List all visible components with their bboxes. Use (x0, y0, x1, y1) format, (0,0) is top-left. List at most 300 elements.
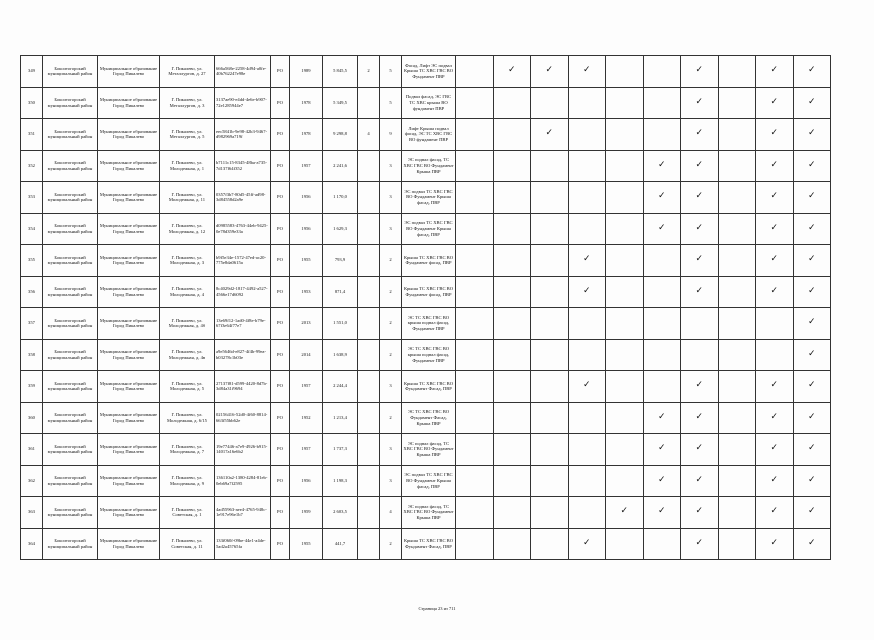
address-cell: Г. Пикалево, ул. Молодежная, д. 7 (160, 434, 215, 466)
work-check-cell (643, 182, 681, 214)
works-list-cell: ЭС подвал фасад, ТС ХВС ГВС ВО Фундамент Крыша ПВР (402, 434, 456, 466)
row-number: 362 (21, 465, 43, 497)
check-mark-icon: ✓ (695, 443, 704, 454)
floors-cell: 3 (380, 465, 402, 497)
floors-cell: 2 (380, 308, 402, 340)
build-year-cell: 1957 (290, 434, 323, 466)
work-check-cell (531, 371, 569, 403)
work-check-cell (606, 276, 644, 308)
work-check-cell (718, 402, 756, 434)
row-number: 352 (21, 150, 43, 182)
work-check-cell (643, 150, 681, 182)
work-check-cell (493, 497, 531, 529)
floors-cell: 9 (380, 119, 402, 151)
house-code-cell: 666a568e-2258-4d94-a0fe-40b762247e98e (215, 56, 271, 88)
address-cell: Г. Пикалево, ул. Молодежная, д. 4в (160, 339, 215, 371)
row-number: 360 (21, 402, 43, 434)
work-check-cell (456, 339, 494, 371)
lift-count-cell: 4 (358, 119, 380, 151)
work-check-cell (568, 276, 606, 308)
work-check-cell (606, 119, 644, 151)
work-check-cell (531, 434, 569, 466)
check-mark-icon: ✓ (657, 222, 666, 233)
check-mark-icon: ✓ (770, 65, 779, 76)
work-check-cell (718, 56, 756, 88)
table-row (21, 497, 831, 529)
work-check-cell (718, 245, 756, 277)
work-check-cell (793, 213, 831, 245)
check-mark-icon: ✓ (807, 380, 816, 391)
check-mark-icon: ✓ (807, 159, 816, 170)
work-check-cell (681, 339, 719, 371)
fund-form-cell: РО (271, 497, 290, 529)
check-mark-icon: ✓ (770, 474, 779, 485)
lift-count-cell (358, 339, 380, 371)
work-check-cell (531, 150, 569, 182)
build-year-cell: 1978 (290, 119, 323, 151)
district-cell: Бокситогорский муниципальный район (43, 528, 98, 560)
work-check-cell (793, 308, 831, 340)
district-cell: Бокситогорский муниципальный район (43, 87, 98, 119)
works-list-cell: ЭС подвал ТС ХВС ГВС ВО Фундамент Крыша фасад, ПВР (402, 465, 456, 497)
check-mark-icon: ✓ (657, 191, 666, 202)
work-check-cell (793, 245, 831, 277)
work-check-cell (493, 276, 531, 308)
work-check-cell (756, 245, 794, 277)
work-check-cell (643, 402, 681, 434)
build-year-cell: 1956 (290, 213, 323, 245)
work-check-cell (756, 434, 794, 466)
work-check-cell (568, 213, 606, 245)
fund-form-cell: РО (271, 528, 290, 560)
municipality-cell: Муниципальное образование Город Пикалево (98, 465, 160, 497)
district-cell: Бокситогорский муниципальный район (43, 308, 98, 340)
work-check-cell (568, 497, 606, 529)
fund-form-cell: РО (271, 339, 290, 371)
housing-register-table (20, 55, 831, 560)
work-check-cell (793, 276, 831, 308)
check-mark-icon: ✓ (695, 191, 704, 202)
address-cell: Г. Пикалево, ул. Металлургов, д. 27 (160, 56, 215, 88)
work-check-cell (606, 402, 644, 434)
work-check-cell (643, 308, 681, 340)
works-list-cell: ЭС подвал фасад, ТС ХВС ГВС ВО Фундамент Крыша ПВР (402, 497, 456, 529)
work-check-cell (493, 150, 531, 182)
district-cell: Бокситогорский муниципальный район (43, 339, 98, 371)
check-mark-icon: ✓ (582, 380, 591, 391)
work-check-cell (681, 402, 719, 434)
work-check-cell (718, 276, 756, 308)
check-mark-icon: ✓ (807, 317, 816, 328)
work-check-cell (606, 213, 644, 245)
check-mark-icon: ✓ (582, 285, 591, 296)
work-check-cell (456, 182, 494, 214)
work-check-cell (681, 308, 719, 340)
table-row (21, 434, 831, 466)
work-check-cell (793, 497, 831, 529)
work-check-cell (568, 371, 606, 403)
work-check-cell (568, 308, 606, 340)
lift-count-cell (358, 434, 380, 466)
work-check-cell (793, 465, 831, 497)
table-body (21, 56, 831, 560)
work-check-cell (606, 308, 644, 340)
check-mark-icon: ✓ (695, 537, 704, 548)
works-list-cell: ЭС ТС ХВС ГВС ВО крыша подвал фасад, Фундамент ПВР (402, 339, 456, 371)
check-mark-icon: ✓ (807, 506, 816, 517)
work-check-cell (756, 465, 794, 497)
work-check-cell (643, 434, 681, 466)
house-code-cell: 27137f81-d599-4420-8d7b-3d84a31f9694 (215, 371, 271, 403)
floors-cell: 5 (380, 56, 402, 88)
work-check-cell (606, 87, 644, 119)
work-check-cell (643, 497, 681, 529)
area-cell: 2 241,6 (323, 150, 358, 182)
check-mark-icon: ✓ (657, 411, 666, 422)
work-check-cell (531, 276, 569, 308)
work-check-cell (756, 150, 794, 182)
house-code-cell: 02156416-52d0-4f60-8814-663f55bb62e (215, 402, 271, 434)
lift-count-cell (358, 87, 380, 119)
area-cell: 441,7 (323, 528, 358, 560)
row-number: 350 (21, 87, 43, 119)
build-year-cell: 1956 (290, 465, 323, 497)
address-cell: Г. Пикалево, ул. Молодежная, д. 1 (160, 150, 215, 182)
work-check-cell (681, 434, 719, 466)
work-check-cell (493, 339, 531, 371)
district-cell: Бокситогорский муниципальный район (43, 434, 98, 466)
work-check-cell (456, 528, 494, 560)
work-check-cell (493, 119, 531, 151)
work-check-cell (681, 213, 719, 245)
check-mark-icon: ✓ (545, 65, 554, 76)
row-number: 353 (21, 182, 43, 214)
house-code-cell: 13e69f12-1ad0-4f8e-b79e-67f3e64f77e7 (215, 308, 271, 340)
lift-count-cell (358, 182, 380, 214)
area-cell: 5 349,5 (323, 87, 358, 119)
row-number: 364 (21, 528, 43, 560)
work-check-cell (681, 182, 719, 214)
work-check-cell (756, 528, 794, 560)
fund-form-cell: РО (271, 182, 290, 214)
work-check-cell (793, 402, 831, 434)
table-row (21, 465, 831, 497)
floors-cell: 2 (380, 402, 402, 434)
works-list-cell: Крыша ТС ХВС ГВС ВО Фундамент Фасад, ПВР (402, 528, 456, 560)
work-check-cell (718, 497, 756, 529)
work-check-cell (681, 465, 719, 497)
row-number: 358 (21, 339, 43, 371)
work-check-cell (681, 119, 719, 151)
check-mark-icon: ✓ (770, 191, 779, 202)
check-mark-icon: ✓ (507, 65, 516, 76)
work-check-cell (793, 150, 831, 182)
municipality-cell: Муниципальное образование Город Пикалево (98, 339, 160, 371)
table-row (21, 119, 831, 151)
work-check-cell (493, 528, 531, 560)
work-check-cell (681, 245, 719, 277)
work-check-cell (531, 528, 569, 560)
check-mark-icon: ✓ (807, 443, 816, 454)
work-check-cell (718, 371, 756, 403)
check-mark-icon: ✓ (770, 285, 779, 296)
district-cell: Бокситогорский муниципальный район (43, 182, 98, 214)
works-list-cell: ЭС подвал ТС ХВС ГВС ВО Фундамент Крыша фасад, ПВР (402, 182, 456, 214)
work-check-cell (793, 182, 831, 214)
check-mark-icon: ✓ (695, 222, 704, 233)
check-mark-icon: ✓ (807, 65, 816, 76)
work-check-cell (531, 339, 569, 371)
work-check-cell (718, 308, 756, 340)
work-check-cell (793, 434, 831, 466)
work-check-cell (606, 465, 644, 497)
check-mark-icon: ✓ (807, 191, 816, 202)
work-check-cell (568, 182, 606, 214)
fund-form-cell: РО (271, 465, 290, 497)
house-code-cell: 136110a2-1380-4284-81eb-0eb69a7f2595 (215, 465, 271, 497)
row-number: 356 (21, 276, 43, 308)
area-cell: 1 629,3 (323, 213, 358, 245)
work-check-cell (718, 434, 756, 466)
district-cell: Бокситогорский муниципальный район (43, 402, 98, 434)
work-check-cell (493, 434, 531, 466)
lift-count-cell (358, 245, 380, 277)
build-year-cell: 1978 (290, 87, 323, 119)
house-code-cell: 8c4029d2-1817-4492-a527-4566e17d6092 (215, 276, 271, 308)
address-cell: Г. Пикалево, ул. Металлургов, д. 5 (160, 119, 215, 151)
work-check-cell (493, 56, 531, 88)
area-cell: 2 603,5 (323, 497, 358, 529)
address-cell: Г. Пикалево, ул. Молодежная, д. 9 (160, 465, 215, 497)
check-mark-icon: ✓ (770, 128, 779, 139)
check-mark-icon: ✓ (770, 159, 779, 170)
work-check-cell (606, 56, 644, 88)
check-mark-icon: ✓ (770, 380, 779, 391)
check-mark-icon: ✓ (770, 443, 779, 454)
fund-form-cell: РО (271, 308, 290, 340)
work-check-cell (456, 308, 494, 340)
lift-count-cell: 2 (358, 56, 380, 88)
area-cell: 9 298,8 (323, 119, 358, 151)
work-check-cell (681, 528, 719, 560)
check-mark-icon: ✓ (770, 506, 779, 517)
district-cell: Бокситогорский муниципальный район (43, 245, 98, 277)
house-code-cell: a9e5646d-e827-4f4b-99ea-b03278c1b03e (215, 339, 271, 371)
work-check-cell (456, 56, 494, 88)
work-check-cell (493, 213, 531, 245)
fund-form-cell: РО (271, 150, 290, 182)
works-list-cell: ЭС ТС ХВС ГВС ВО крыша подвал фасад, Фундамент ПВР (402, 308, 456, 340)
check-mark-icon: ✓ (770, 254, 779, 265)
work-check-cell (643, 213, 681, 245)
house-code-cell: b9f5e34e-1572-47ed-ac20-775e8da0615a (215, 245, 271, 277)
house-code-cell: eec5841b-9e98-42b3-9467-d982969a719f (215, 119, 271, 151)
fund-form-cell: РО (271, 245, 290, 277)
district-cell: Бокситогорский муниципальный район (43, 276, 98, 308)
work-check-cell (756, 339, 794, 371)
row-number: 351 (21, 119, 43, 151)
work-check-cell (606, 528, 644, 560)
floors-cell: 3 (380, 213, 402, 245)
check-mark-icon: ✓ (807, 254, 816, 265)
floors-cell: 4 (380, 497, 402, 529)
work-check-cell (718, 119, 756, 151)
work-check-cell (643, 371, 681, 403)
check-mark-icon: ✓ (695, 506, 704, 517)
check-mark-icon: ✓ (807, 128, 816, 139)
works-list-cell: ЭС подвал ТС ХВС ГВС ВО Фундамент Крыша фасад, ПВР (402, 213, 456, 245)
check-mark-icon: ✓ (695, 254, 704, 265)
municipality-cell: Муниципальное образование Город Пикалево (98, 56, 160, 88)
table-row (21, 150, 831, 182)
floors-cell: 3 (380, 434, 402, 466)
work-check-cell (756, 308, 794, 340)
work-check-cell (643, 245, 681, 277)
work-check-cell (756, 87, 794, 119)
work-check-cell (643, 56, 681, 88)
work-check-cell (606, 182, 644, 214)
district-cell: Бокситогорский муниципальный район (43, 465, 98, 497)
check-mark-icon: ✓ (695, 159, 704, 170)
municipality-cell: Муниципальное образование Город Пикалево (98, 213, 160, 245)
work-check-cell (568, 245, 606, 277)
floors-cell: 3 (380, 182, 402, 214)
work-check-cell (531, 56, 569, 88)
lift-count-cell (358, 276, 380, 308)
build-year-cell: 1953 (290, 276, 323, 308)
area-cell: 793,9 (323, 245, 358, 277)
area-cell: 1 198,3 (323, 465, 358, 497)
work-check-cell (681, 371, 719, 403)
table-row (21, 245, 831, 277)
work-check-cell (493, 402, 531, 434)
house-code-cell: 4ad55963-aee4-4765-948c-1e917e96e1b7 (215, 497, 271, 529)
check-mark-icon: ✓ (770, 411, 779, 422)
area-cell: 5 845,5 (323, 56, 358, 88)
lift-count-cell (358, 371, 380, 403)
works-list-cell: Лифт Крыша подвал фасад, ЭС ТС ХВС ГВС ВО фундамент ПВР (402, 119, 456, 151)
work-check-cell (793, 371, 831, 403)
work-check-cell (568, 339, 606, 371)
table-row (21, 213, 831, 245)
area-cell: 1 737,3 (323, 434, 358, 466)
work-check-cell (718, 339, 756, 371)
table-row (21, 87, 831, 119)
work-check-cell (493, 87, 531, 119)
check-mark-icon: ✓ (770, 96, 779, 107)
work-check-cell (606, 434, 644, 466)
table-row (21, 276, 831, 308)
area-cell: 1 170,0 (323, 182, 358, 214)
check-mark-icon: ✓ (807, 222, 816, 233)
work-check-cell (456, 213, 494, 245)
build-year-cell: 1952 (290, 402, 323, 434)
build-year-cell: 2013 (290, 308, 323, 340)
work-check-cell (718, 182, 756, 214)
fund-form-cell: РО (271, 213, 290, 245)
table-row (21, 56, 831, 88)
floors-cell: 3 (380, 150, 402, 182)
work-check-cell (568, 402, 606, 434)
check-mark-icon: ✓ (582, 254, 591, 265)
fund-form-cell: РО (271, 371, 290, 403)
work-check-cell (493, 245, 531, 277)
area-cell: 1 213,4 (323, 402, 358, 434)
house-code-cell: d0985583-4763-44eb-9425-0e78d359e33a (215, 213, 271, 245)
work-check-cell (456, 276, 494, 308)
table-row (21, 371, 831, 403)
address-cell: Г. Пикалево, ул. Металлургов, д. 3 (160, 87, 215, 119)
lift-count-cell (358, 528, 380, 560)
row-number: 363 (21, 497, 43, 529)
work-check-cell (793, 56, 831, 88)
lift-count-cell (358, 465, 380, 497)
check-mark-icon: ✓ (695, 411, 704, 422)
work-check-cell (493, 465, 531, 497)
district-cell: Бокситогорский муниципальный район (43, 371, 98, 403)
municipality-cell: Муниципальное образование Город Пикалево (98, 150, 160, 182)
page-footer: Страница 23 из 711 (418, 606, 456, 611)
work-check-cell (793, 339, 831, 371)
check-mark-icon: ✓ (695, 65, 704, 76)
work-check-cell (456, 434, 494, 466)
check-mark-icon: ✓ (657, 474, 666, 485)
municipality-cell: Муниципальное образование Город Пикалево (98, 87, 160, 119)
work-check-cell (643, 465, 681, 497)
municipality-cell: Муниципальное образование Город Пикалево (98, 276, 160, 308)
check-mark-icon: ✓ (695, 474, 704, 485)
floors-cell: 2 (380, 339, 402, 371)
address-cell: Г. Пикалево, ул. Советская, д. 11 (160, 528, 215, 560)
municipality-cell: Муниципальное образование Город Пикалево (98, 182, 160, 214)
address-cell: Г. Пикалево, ул. Советская, д. 1 (160, 497, 215, 529)
work-check-cell (568, 150, 606, 182)
work-check-cell (493, 308, 531, 340)
area-cell: 1 551,0 (323, 308, 358, 340)
work-check-cell (718, 465, 756, 497)
lift-count-cell (358, 308, 380, 340)
house-code-cell: 3137ae90-e4dd-4e6e-b907-72e1285944e7 (215, 87, 271, 119)
work-check-cell (456, 119, 494, 151)
work-check-cell (456, 497, 494, 529)
work-check-cell (681, 276, 719, 308)
check-mark-icon: ✓ (695, 285, 704, 296)
check-mark-icon: ✓ (807, 348, 816, 359)
floors-cell: 3 (380, 371, 402, 403)
work-check-cell (568, 87, 606, 119)
area-cell: 871,4 (323, 276, 358, 308)
district-cell: Бокситогорский муниципальный район (43, 56, 98, 88)
work-check-cell (568, 434, 606, 466)
work-check-cell (756, 276, 794, 308)
work-check-cell (643, 276, 681, 308)
work-check-cell (681, 497, 719, 529)
work-check-cell (531, 245, 569, 277)
work-check-cell (756, 119, 794, 151)
municipality-cell: Муниципальное образование Город Пикалево (98, 119, 160, 151)
work-check-cell (643, 339, 681, 371)
district-cell: Бокситогорский муниципальный район (43, 119, 98, 151)
work-check-cell (643, 528, 681, 560)
house-code-cell: 0357f3b7-80d5-45ff-ad98-3d84558d2a9e (215, 182, 271, 214)
works-list-cell: Фасад, Лифт ЭС подвал Крыша ТС ХВС ГВС ВО Фундамент ПВР (402, 56, 456, 88)
floors-cell: 2 (380, 276, 402, 308)
table-row (21, 528, 831, 560)
floors-cell: 2 (380, 245, 402, 277)
lift-count-cell (358, 213, 380, 245)
check-mark-icon: ✓ (545, 128, 554, 139)
municipality-cell: Муниципальное образование Город Пикалево (98, 371, 160, 403)
